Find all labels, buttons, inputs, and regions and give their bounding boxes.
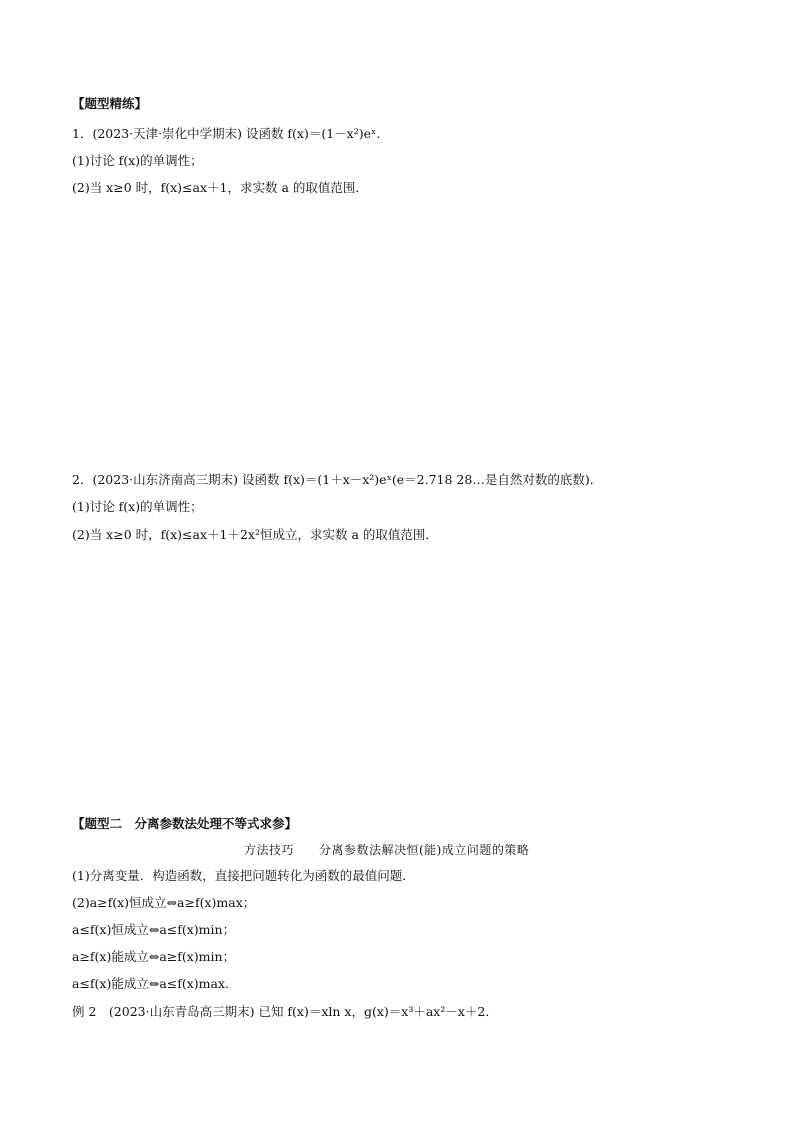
method-line-4: a≥f(x)能成立⇔a≥f(x)min； <box>72 949 236 964</box>
problem-2-part-2: (2)当 x≥0 时，f(x)≤ax＋1＋2x²恒成立，求实数 a 的取值范围． <box>72 527 438 542</box>
problem-1-part-1: (1)讨论 f(x)的单调性； <box>72 153 203 168</box>
section-heading-type-2: 【题型二 分离参数法处理不等式求参】 <box>72 816 298 831</box>
method-line-5: a≤f(x)能成立⇔a≤f(x)max. <box>72 976 230 991</box>
method-line-1: (1)分离变量．构造函数，直接把问题转化为函数的最值问题． <box>72 868 415 883</box>
method-tips-title: 方法技巧 分离参数法解决恒(能)成立问题的策略 <box>244 843 530 857</box>
problem-2-statement: 2．(2023·山东济南高三期末) 设函数 f(x)＝(1＋x－x²)eˣ(e＝2.718 28…是自然对数的底数)． <box>72 472 603 487</box>
example-2-statement: 例 2 (2023·山东青岛高三期末) 已知 f(x)＝xln x，g(x)＝x³＋ax²－x＋2． <box>72 1004 498 1019</box>
problem-1-statement: 1．(2023·天津·崇化中学期末) 设函数 f(x)＝(1－x²)eˣ. <box>72 126 381 141</box>
method-line-3: a≤f(x)恒成立⇔a≤f(x)min； <box>72 922 236 937</box>
problem-2-part-1: (1)讨论 f(x)的单调性； <box>72 499 203 514</box>
section-heading-practice: 【题型精练】 <box>72 96 148 111</box>
problem-1-part-2: (2)当 x≥0 时，f(x)≤ax＋1，求实数 a 的取值范围． <box>72 180 368 195</box>
method-line-2: (2)a≥f(x)恒成立⇔a≥f(x)max； <box>72 895 256 910</box>
